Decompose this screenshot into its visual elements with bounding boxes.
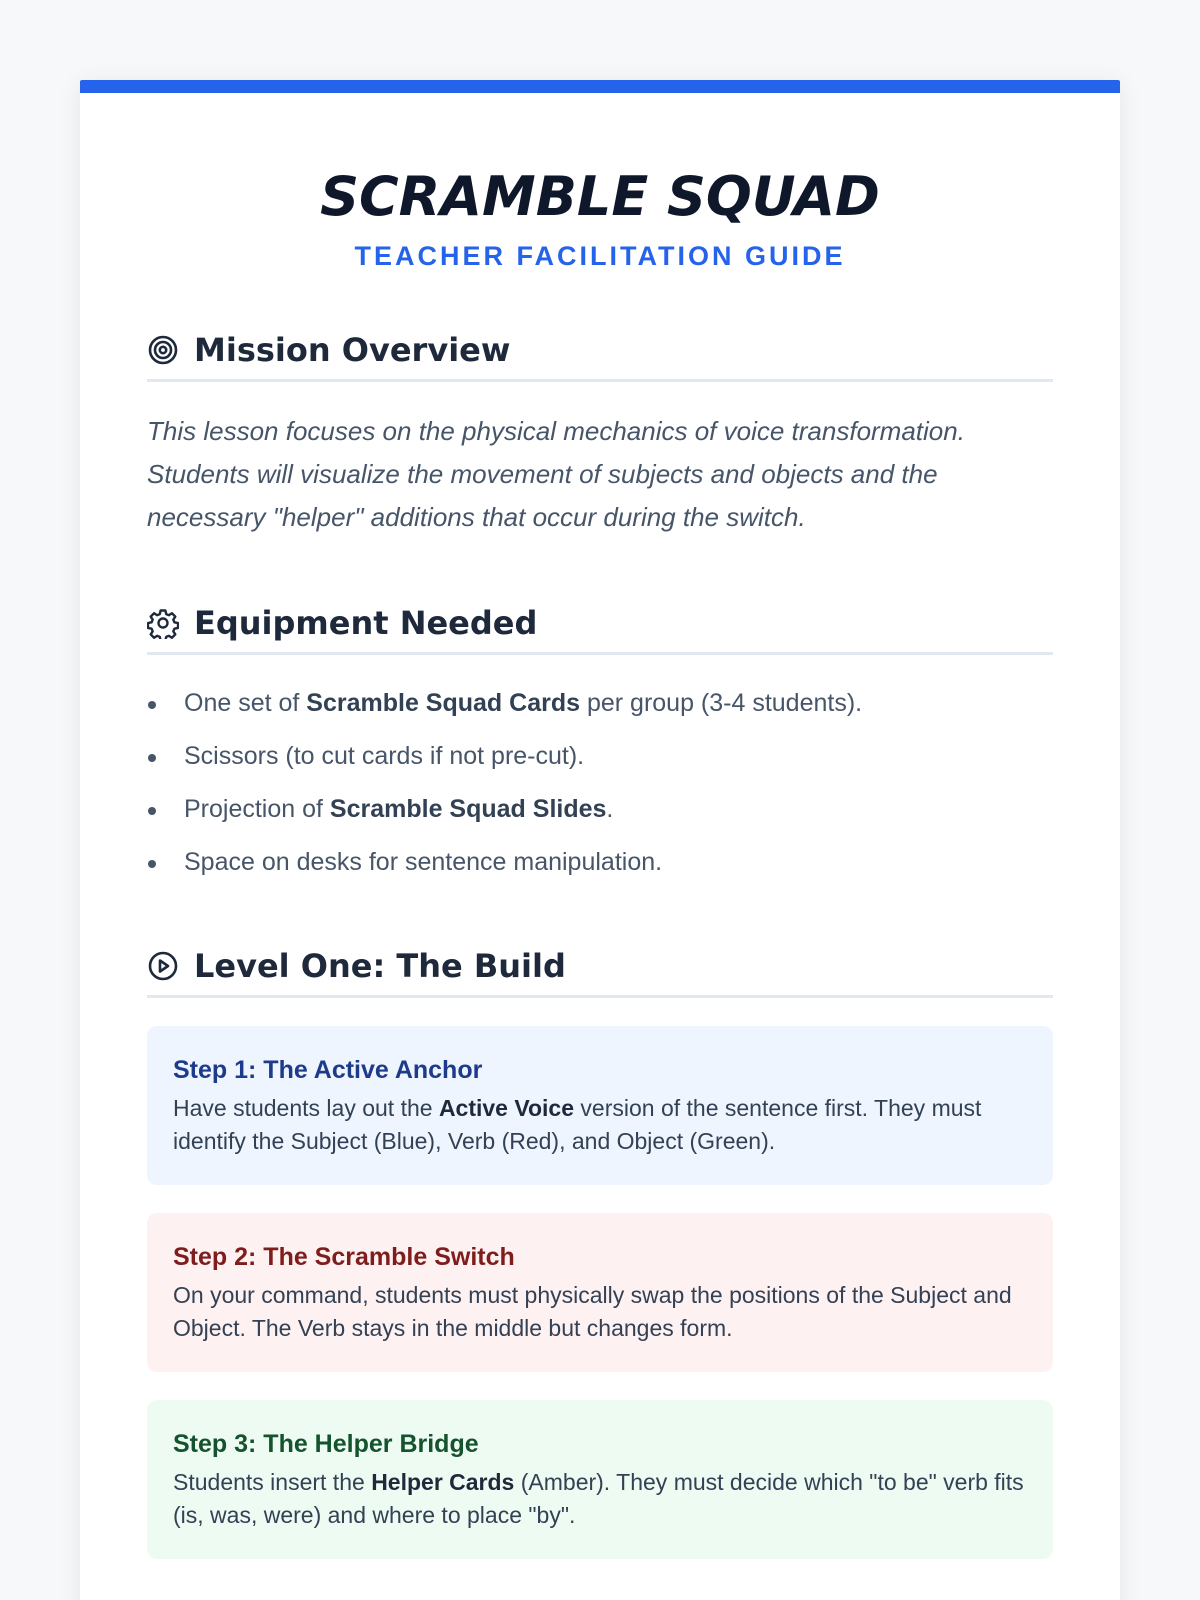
equipment-section (147, 605, 1053, 889)
list-item: Scissors (to cut cards if not pre-cut). (147, 730, 1053, 783)
section-title: Level One: The Build (194, 946, 566, 985)
equipment-list (147, 677, 1053, 889)
section-title: Equipment Needed (194, 603, 538, 642)
step-card-1 (147, 1026, 1053, 1185)
step-title: Step 1: The Active Anchor (173, 1056, 483, 1084)
list-item: Projection of Scramble Squad Slides. (147, 783, 1053, 836)
mission-heading (147, 332, 1053, 382)
section-title: Mission Overview (194, 330, 511, 369)
header (80, 93, 1120, 272)
step-title: Step 3: The Helper Bridge (173, 1430, 479, 1458)
list-item: One set of Scramble Squad Cards per group (3-4 students). (147, 677, 1053, 730)
gear-icon (147, 607, 179, 639)
step-body: Have students lay out the Active Voice version of the sentence first. They must identify the Subject (Blue), Verb (Red), and Object (Green). (173, 1095, 982, 1154)
step-title: Step 2: The Scramble Switch (173, 1243, 515, 1271)
page-title: SCRAMBLE SQUAD (320, 165, 880, 228)
step-body: On your command, students must physically swap the positions of the Subject and Object. The Verb stays in the middle but changes form. (173, 1282, 1012, 1341)
mission-text: This lesson focuses on the physical mechanics of voice transformation. Students will visualize the movement of subjects and objects and the necessary "helper" additions that occur during the switch. (147, 416, 965, 532)
target-icon (147, 334, 179, 366)
play-circle-icon (147, 950, 179, 982)
mission-section (147, 332, 1053, 539)
step-body: Students insert the Helper Cards (Amber). They must decide which "to be" verb fits (is, was, were) and where to place "by". (173, 1469, 1024, 1528)
step-card-3 (147, 1400, 1053, 1559)
list-item: Space on desks for sentence manipulation. (147, 836, 1053, 889)
guide-card (80, 80, 1120, 1600)
equipment-heading (147, 605, 1053, 655)
accent-bar (80, 80, 1120, 93)
level-one-heading (147, 948, 1053, 998)
step-card-2 (147, 1213, 1053, 1372)
page-subtitle: TEACHER FACILITATION GUIDE (354, 241, 846, 271)
level-one-section (147, 948, 1053, 1559)
